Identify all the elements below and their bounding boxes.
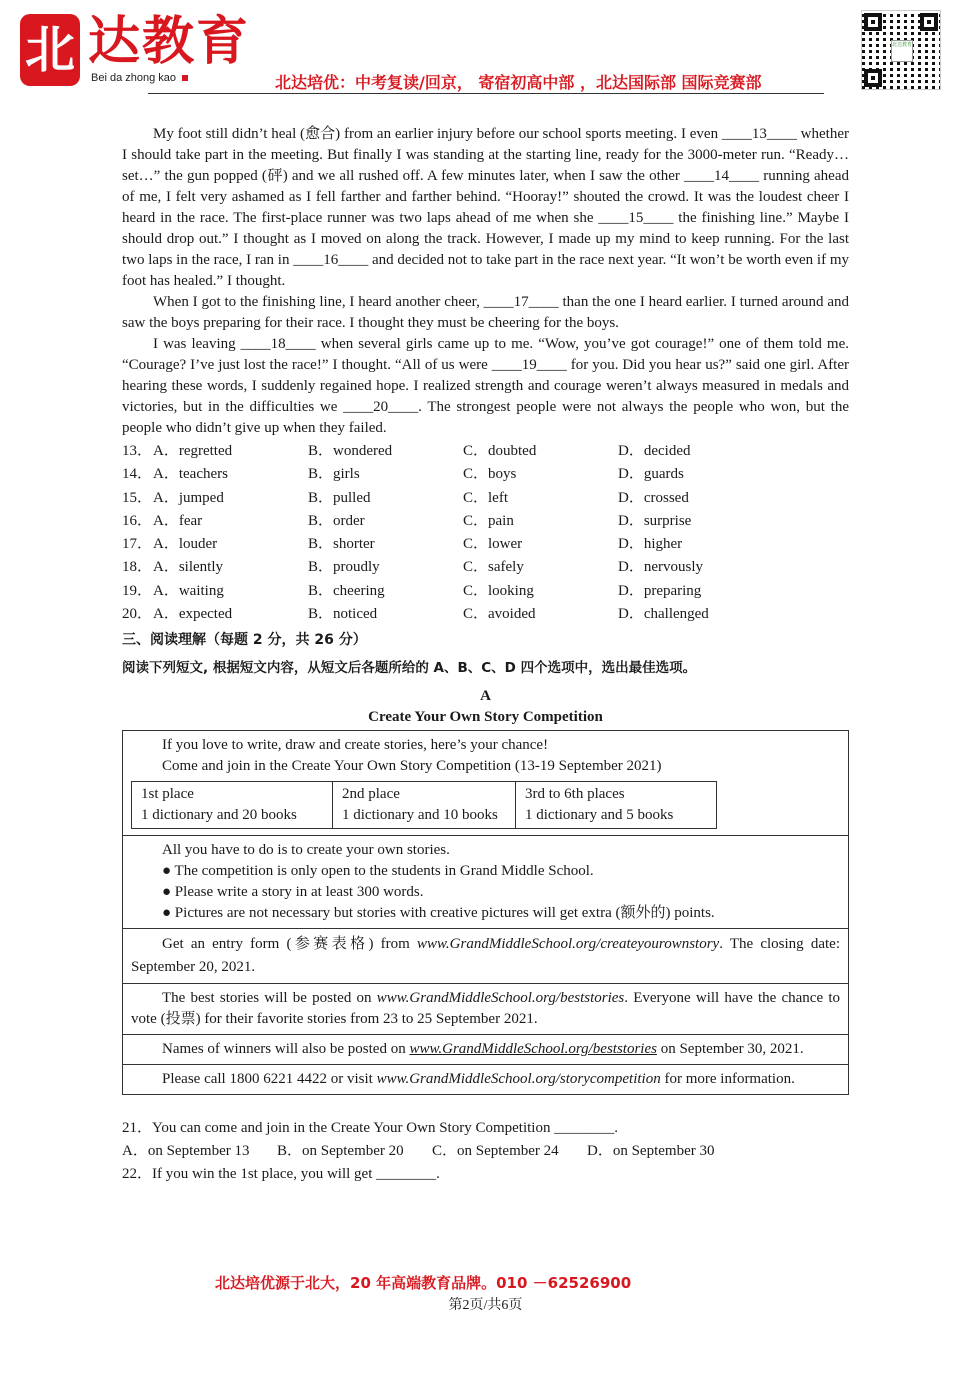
- header-divider: [148, 93, 824, 94]
- page-number: 第2页/共6页: [448, 1298, 523, 1313]
- option-row: 20． A．expected B．noticed C．avoided D．challenged: [122, 606, 709, 623]
- entry-url[interactable]: www.GrandMiddleSchool.org/createyourownstory: [417, 936, 720, 953]
- cloze-paragraph-3: I was leaving ____18____ when several girls came up to me. “Wow, you’ve got courage!” one of them told me. “Courage? I’ve just lost the race!” I thought. “All of us were ____19____ for you. Did you hear us?” said one girl. After hearing these words, I suddenly regained hope. I realized strength and courage weren’t always measured in medals and victories, but in the difficulties we ____20____. The strongest people were not always the people who won, but the people who didn’t give up when they failed.: [122, 336, 849, 436]
- rules-intro: All you have to do is to create your own stories.: [162, 842, 450, 859]
- rule-item: ● The competition is only open to the students in Grand Middle School.: [162, 863, 594, 880]
- qr-code-icon: [861, 10, 941, 90]
- brand-subtitle: Bei da zhong kao: [91, 72, 188, 84]
- section-instruction: 阅读下列短文, 根据短文内容，从短文后各题所给的 A、B、C、D 四个选项中，选出最佳选项。: [122, 660, 697, 677]
- option-row: 13． A．regretted B．wondered C．doubted D．decided: [122, 443, 691, 459]
- cloze-paragraph-2: When I got to the finishing line, I heard another cheer, ____17____ than the one I heard earlier. I turned around and saw the boys preparing for their race. I thought they must be cheering for the boys.: [122, 294, 849, 331]
- rule-item: ● Please write a story in at least 300 words.: [162, 884, 424, 901]
- notice-intro-2: Come and join in the Create Your Own Story Competition (13-19 September 2021): [162, 758, 662, 775]
- cloze-options: [122, 440, 849, 626]
- best-stories-info: The best stories will be posted on www.GrandMiddleSchool.org/beststories. Everyone will have the chance to vote (投票) for their favorite stories from 23 to 25 September 2021.: [131, 990, 840, 1028]
- brand-name: 达教育: [88, 11, 251, 72]
- question-21-options: A．on September 13 B．on September 20 C．on September 24 D．on September 30: [122, 1143, 715, 1160]
- more-info: Please call 1800 6221 4422 or visit www.GrandMiddleSchool.org/storycompetition for more information.: [162, 1071, 795, 1088]
- questions: [122, 1117, 849, 1186]
- logo: 北: [20, 14, 80, 86]
- rule-item: ● Pictures are not necessary but stories with creative pictures will get extra (额外的) points.: [162, 905, 715, 922]
- prize-cell: 2nd place 1 dictionary and 10 books: [333, 782, 516, 829]
- info-url[interactable]: www.GrandMiddleSchool.org/storycompetition: [376, 1071, 661, 1088]
- competition-notice: [122, 730, 849, 1095]
- option-row: 18． A．silently B．proudly C．safely D．nervously: [122, 559, 703, 576]
- option-row: 17． A．louder B．shorter C．lower D．higher: [122, 536, 683, 553]
- cloze-paragraph-1: My foot still didn’t heal (愈合) from an earlier injury before our school sports meeting. I even ____13____ whether I should take part in the meeting. But finally I was standing at the starting line, ready for the 3000-meter run. “Ready…set…” the gun popped (砰) and we all rushed off. A few minutes later, when I saw the other ____14____ running ahead of me, I felt very ashamed as I fell farther and farther behind. “Hooray!” shouted the crowd. It was the loudest cheer I heard in the race. The first-place runner was two laps ahead of me when she ____15____ the finishing line.” Maybe I should drop out.” I thought as I moved on along the track. However, I made up my mind to keep running. For the last two laps in the race, I ran in ____16____ and decided not to take part in the race next year. “It won’t be worth even if my foot has healed.” I thought.: [122, 126, 849, 289]
- page-header: [0, 0, 971, 100]
- header-tagline: 北达培优：中考复读/回京， 寄宿初高中部 ，北达国际部 国际竞赛部: [275, 73, 762, 92]
- prize-cell: 3rd to 6th places 1 dictionary and 5 books: [516, 782, 717, 829]
- option-row: 16． A．fear B．order C．pain D．surprise: [122, 512, 692, 529]
- section-heading: 三、阅读理解（每题 2 分，共 26 分）: [122, 632, 367, 649]
- option-row: 19． A．waiting B．cheering C．looking D．preparing: [122, 582, 702, 599]
- winners-url[interactable]: www.GrandMiddleSchool.org/beststories: [409, 1041, 657, 1058]
- qr-center-label: 北达教育: [891, 40, 913, 62]
- question-21: 21．You can come and join in the Create Your Own Story Competition ________.: [122, 1120, 618, 1137]
- page-content: [122, 124, 849, 1186]
- entry-form-info: Get an entry form (参赛表格) from www.GrandMiddleSchool.org/createyourownstory. The closing date: September 20, 2021.: [131, 936, 840, 976]
- passage-label: A: [480, 688, 491, 705]
- passage-title: Create Your Own Story Competition: [368, 709, 603, 726]
- winners-info: Names of winners will also be posted on www.GrandMiddleSchool.org/beststories on September 30, 2021.: [162, 1041, 804, 1058]
- prize-cell: 1st place 1 dictionary and 20 books: [132, 782, 333, 829]
- prize-table: [131, 781, 717, 829]
- footer-slogan: 北达培优源于北大，20 年高端教育品牌。010 －62526900: [215, 1274, 632, 1292]
- question-22: 22．If you win the 1st place, you will get ________.: [122, 1166, 440, 1183]
- best-stories-url[interactable]: www.GrandMiddleSchool.org/beststories: [376, 990, 625, 1007]
- option-row: 14． A．teachers B．girls C．boys D．guards: [122, 466, 684, 483]
- notice-intro-1: If you love to write, draw and create stories, here’s your chance!: [162, 737, 549, 754]
- option-row: 15． A．jumped B．pulled C．left D．crossed: [122, 489, 689, 506]
